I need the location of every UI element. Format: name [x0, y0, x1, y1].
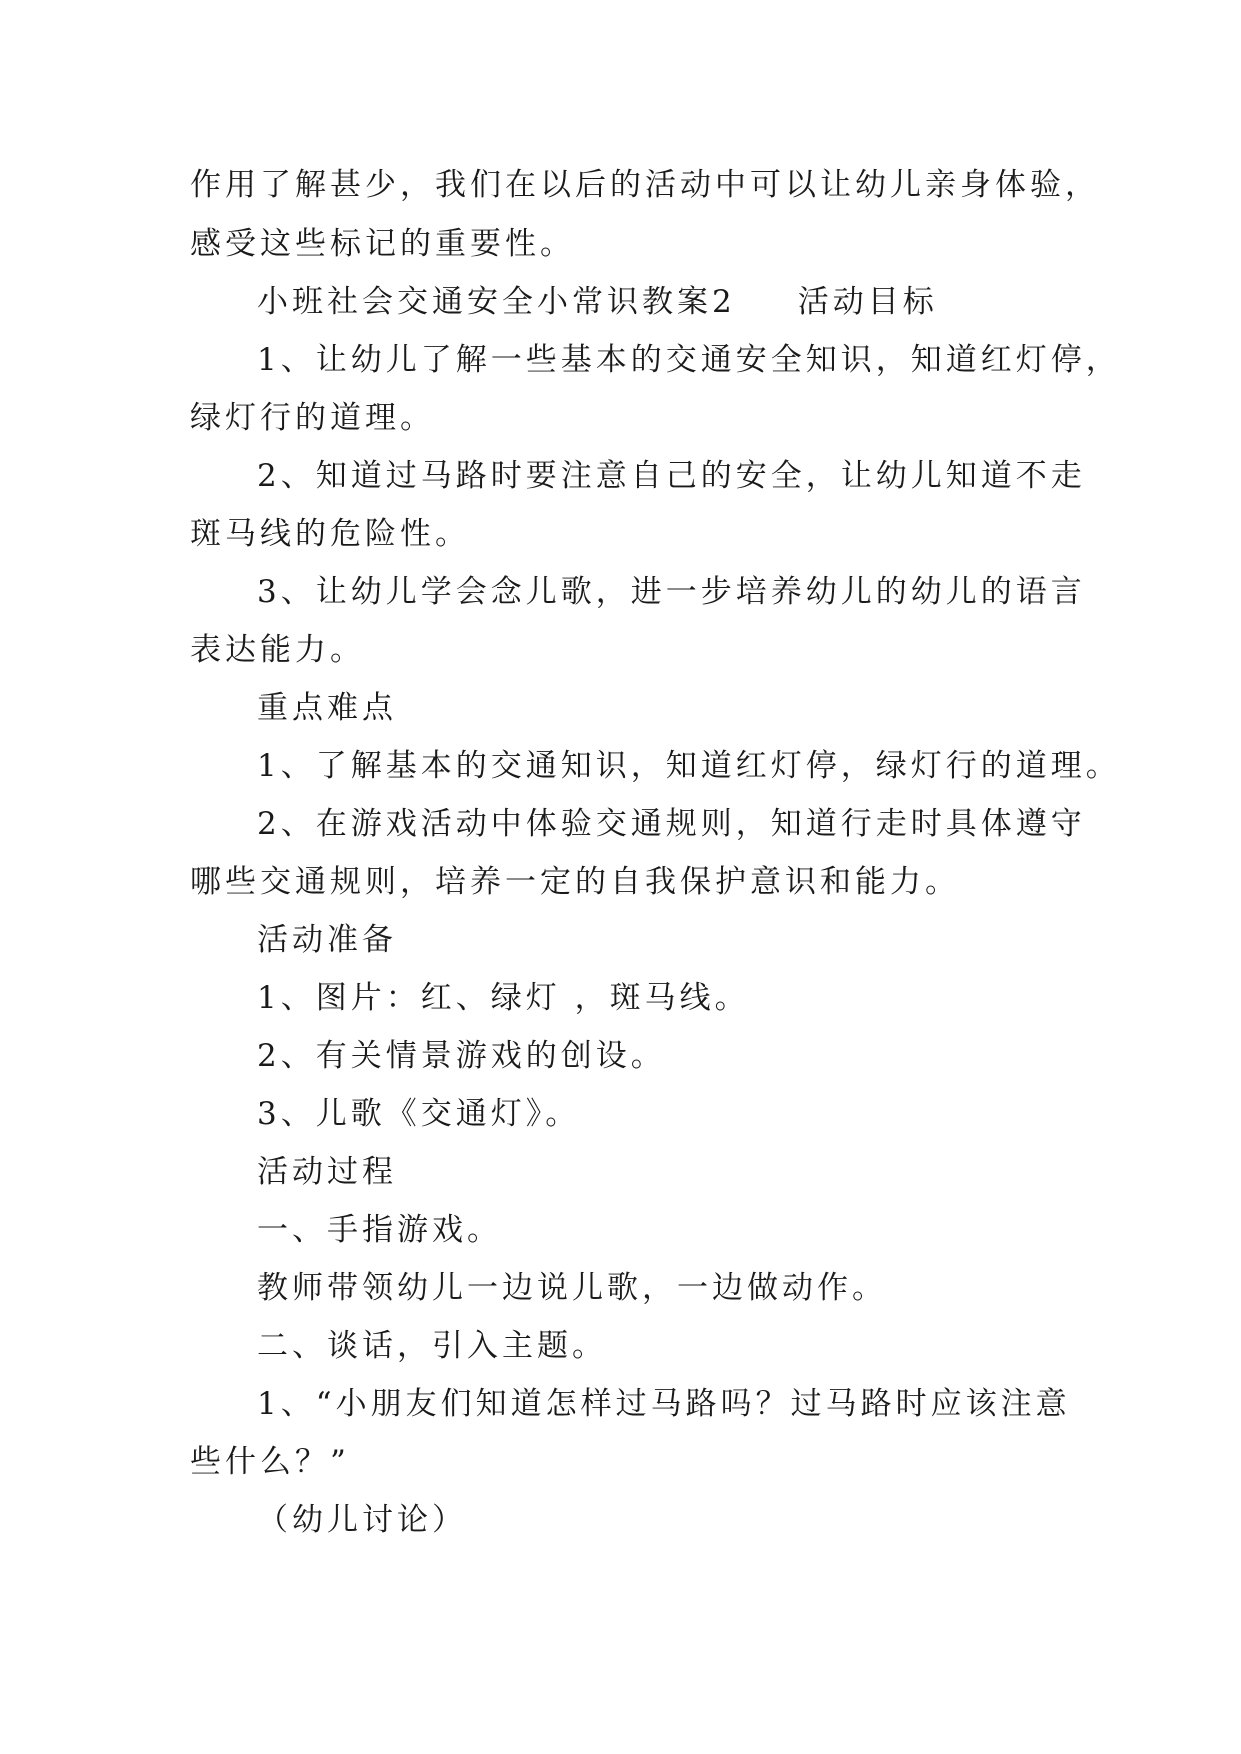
paragraph-line: 1、让幼儿了解一些基本的交通安全知识，知道红灯停， [257, 342, 1121, 378]
heading-process: 活动过程 [257, 1154, 397, 1190]
paragraph-line: 些什么？” [190, 1444, 350, 1480]
paragraph-line: 绿灯行的道理。 [190, 400, 435, 436]
paragraph-line: 1、图片：红、绿灯 ，斑马线。 [257, 980, 750, 1016]
paragraph-line: 2、知道过马路时要注意自己的安全，让幼儿知道不走 [257, 458, 1086, 494]
paragraph-line: 作用了解甚少，我们在以后的活动中可以让幼儿亲身体验， [190, 167, 1100, 203]
paragraph-line: 3、让幼儿学会念儿歌，进一步培养幼儿的幼儿的语言 [257, 574, 1086, 610]
lesson-plan-title: 小班社会交通安全小常识教案2 [257, 284, 736, 320]
paragraph-line: 教师带领幼儿一边说儿歌，一边做动作。 [257, 1270, 887, 1306]
paragraph-line: 二、谈话，引入主题。 [257, 1328, 607, 1364]
heading-preparation: 活动准备 [257, 922, 397, 958]
paragraph-line: 哪些交通规则，培养一定的自我保护意识和能力。 [190, 864, 960, 900]
paragraph-line: 1、了解基本的交通知识，知道红灯停，绿灯行的道理。 [257, 748, 1121, 784]
paragraph-line: 1、“小朋友们知道怎样过马路吗？过马路时应该注意 [257, 1386, 1071, 1422]
heading-activity-goals: 活动目标 [797, 284, 938, 320]
paragraph-line: 斑马线的危险性。 [190, 516, 470, 552]
paragraph-line: 感受这些标记的重要性。 [190, 226, 575, 262]
paragraph-line: （幼儿讨论） [257, 1502, 467, 1538]
paragraph-line: 3、儿歌《交通灯》。 [257, 1096, 581, 1132]
paragraph-line: 表达能力。 [190, 632, 365, 668]
paragraph-line: 一、手指游戏。 [257, 1212, 502, 1248]
section-title [257, 282, 1137, 322]
heading-key-points: 重点难点 [257, 690, 397, 726]
paragraph-line: 2、在游戏活动中体验交通规则，知道行走时具体遵守 [257, 806, 1086, 842]
paragraph-line: 2、有关情景游戏的创设。 [257, 1038, 666, 1074]
